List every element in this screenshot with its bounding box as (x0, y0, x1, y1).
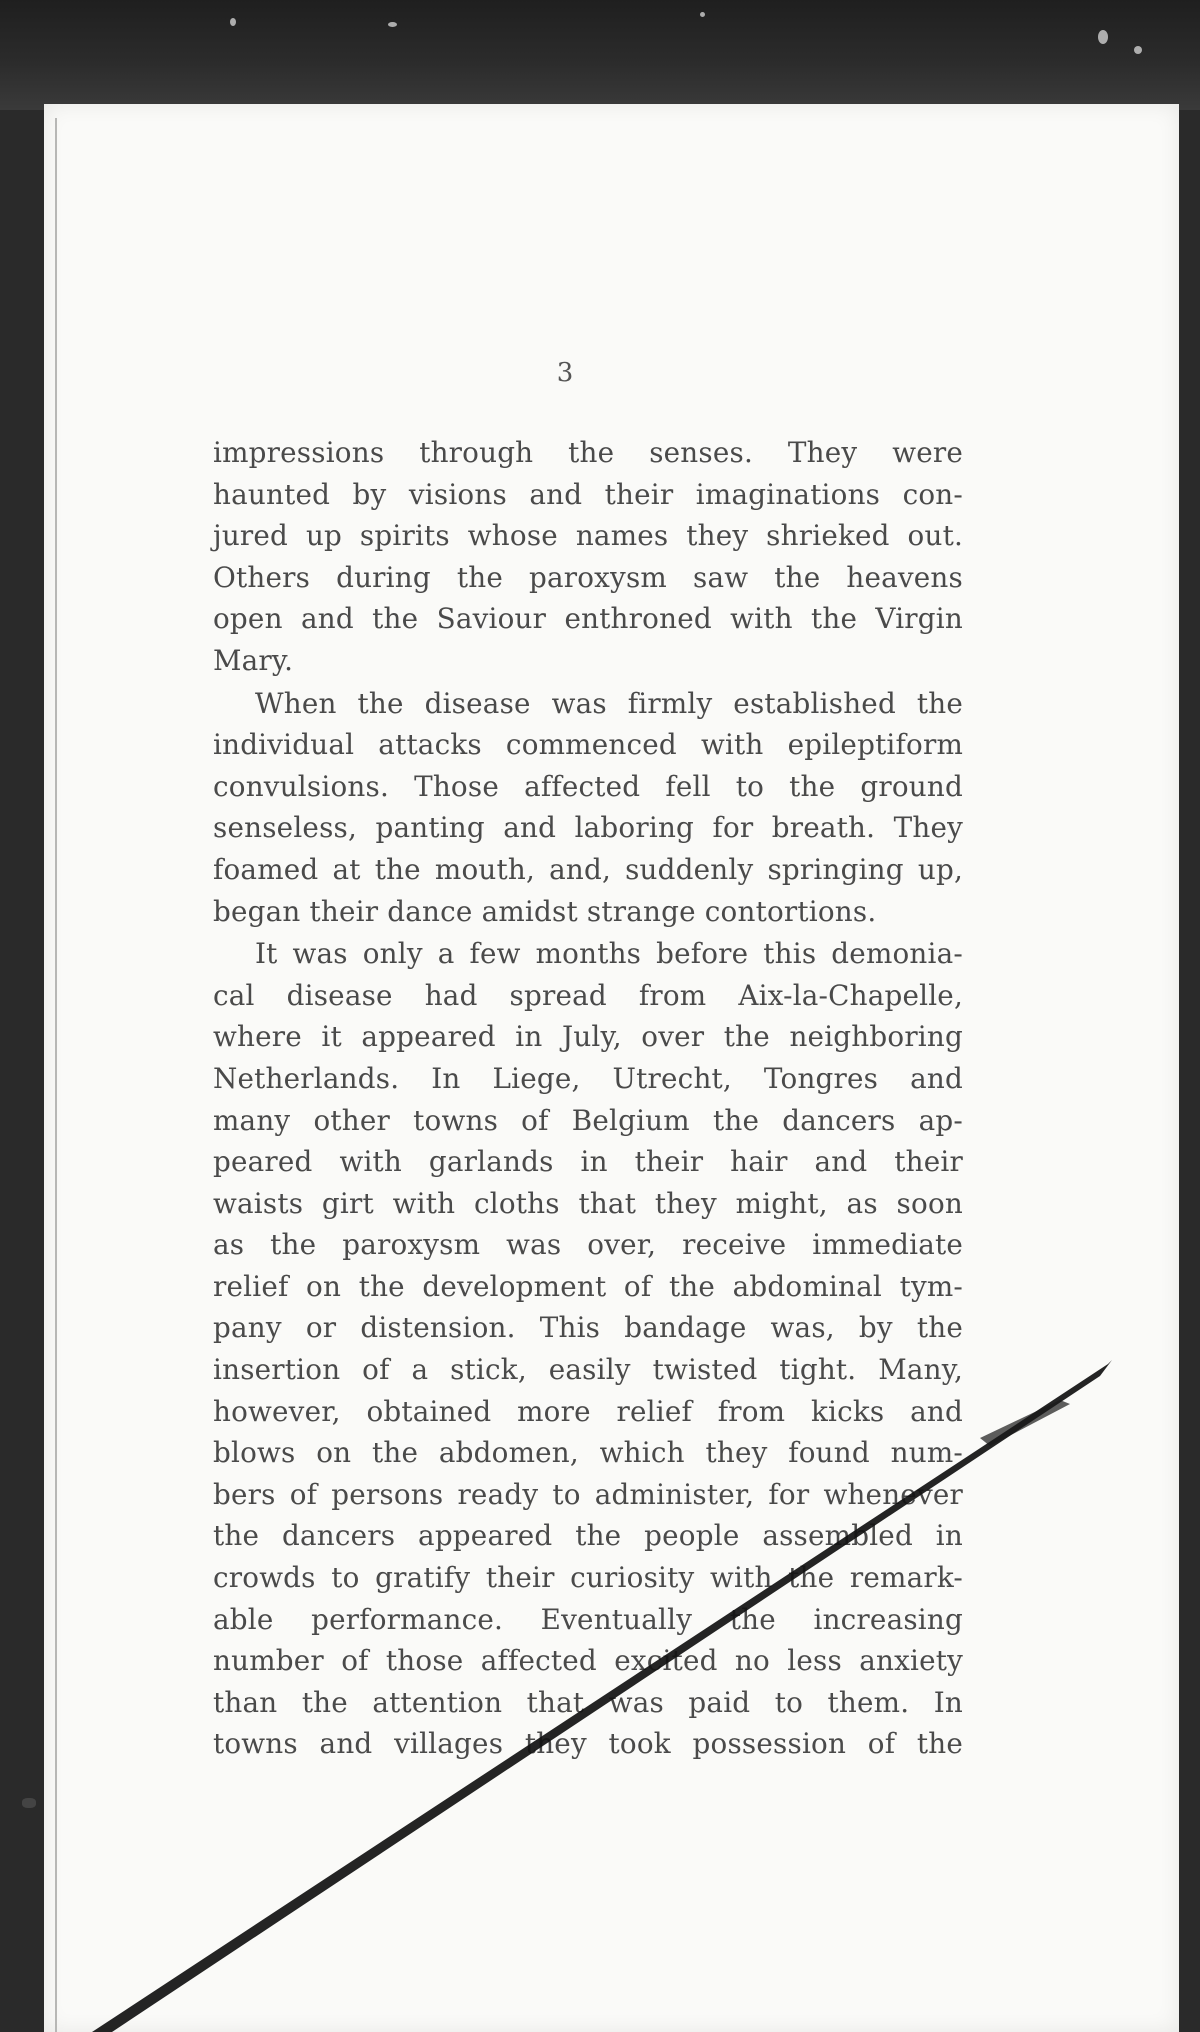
text-line: individual attacks commenced with epileptiform (213, 728, 963, 762)
text-line: as the paroxysm was over, receive immediate (213, 1228, 963, 1262)
text-line: jured up spirits whose names they shrieked out. (213, 519, 963, 553)
text-line: open and the Saviour enthroned with the Virgin (213, 602, 963, 636)
text-line: the dancers appeared the people assembled in (213, 1519, 963, 1553)
text-line: haunted by visions and their imaginations con- (213, 477, 963, 511)
text-line: began their dance amidst strange contortions. (213, 894, 877, 928)
text-line: peared with garlands in their hair and their (213, 1145, 963, 1179)
text-line: bers of persons ready to administer, for whenever (213, 1477, 963, 1511)
text-line: Others during the paroxysm saw the heavens (213, 560, 963, 594)
text-line: foamed at the mouth, and, suddenly springing up, (213, 852, 963, 886)
text-line: relief on the development of the abdominal tym- (213, 1269, 963, 1303)
text-line: blows on the abdomen, which they found num- (213, 1436, 963, 1470)
text-line: impressions through the senses. They were (213, 436, 963, 469)
text-line: than the attention that was paid to them. In (213, 1685, 963, 1719)
text-line: able performance. Eventually the increasing (213, 1602, 963, 1636)
text-line: number of those affected excited no less anxiety (213, 1644, 963, 1678)
text-line: waists girt with cloths that they might, as soon (213, 1186, 963, 1220)
text-line: Netherlands. In Liege, Utrecht, Tongres and (213, 1061, 963, 1095)
text-line: pany or distension. This bandage was, by the (213, 1311, 963, 1345)
text-line: senseless, panting and laboring for breath. They (213, 811, 963, 845)
text-line: Mary. (213, 643, 294, 677)
text-line: towns and villages they took possession of the (213, 1727, 963, 1761)
text-line: crowds to gratify their curiosity with the remark- (213, 1561, 963, 1595)
text-line: cal disease had spread from Aix-la-Chapelle, (213, 978, 963, 1012)
text-line: When the disease was firmly established the (255, 686, 963, 720)
text-line: convulsions. Those affected fell to the ground (213, 769, 963, 803)
text-line: however, obtained more relief from kicks and (213, 1394, 963, 1428)
page-number: 3 (556, 358, 574, 388)
text-line: many other towns of Belgium the dancers ap- (213, 1103, 963, 1137)
text-line: insertion of a stick, easily twisted tight. Many, (213, 1353, 963, 1387)
text-line: where it appeared in July, over the neighboring (213, 1020, 963, 1054)
text-line: It was only a few months before this demonia- (255, 937, 963, 971)
